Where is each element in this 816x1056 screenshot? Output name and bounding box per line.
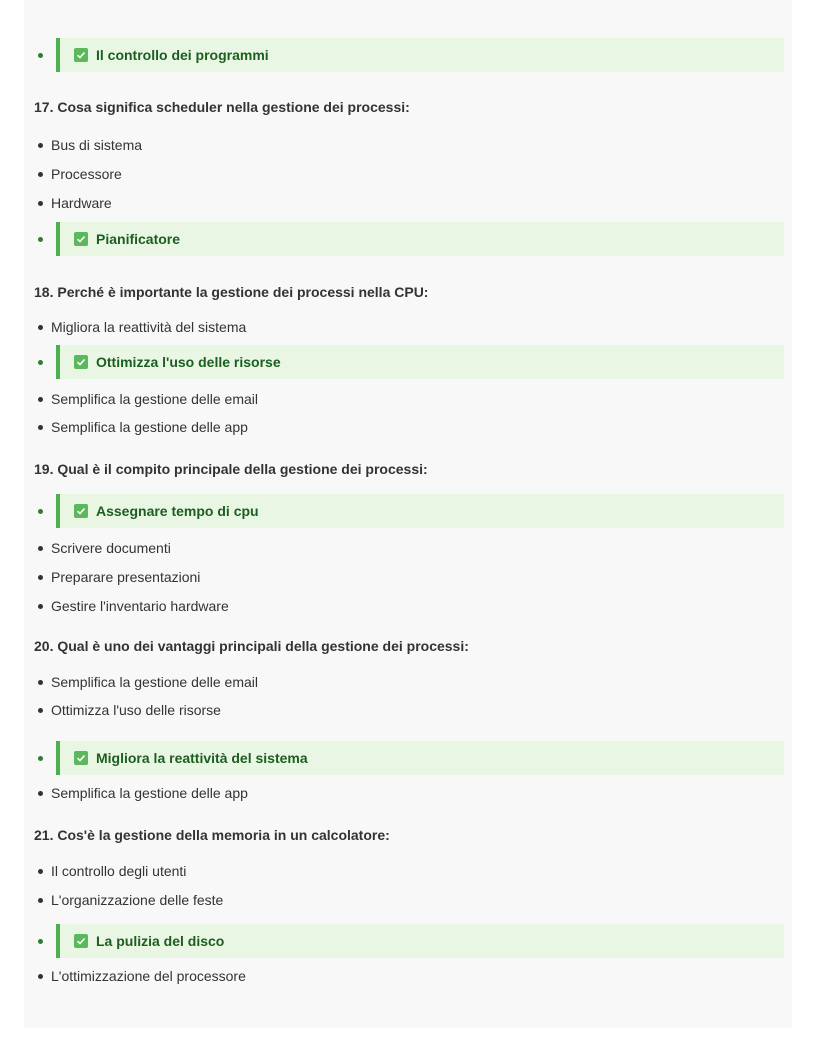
option-text: Gestire l'inventario hardware [51,598,229,614]
correct-option [34,38,784,72]
option-item [34,390,258,408]
correct-answer-text: Assegnare tempo di cpu [96,503,259,519]
question-title: 17. Cosa significa scheduler nella gestione dei processi: [34,99,410,115]
check-box-icon [74,355,88,369]
option-text: Migliora la reattività del sistema [51,319,247,335]
option-text: Preparare presentazioni [51,569,201,585]
option-text: L'ottimizzazione del processore [51,968,246,984]
option-item [34,136,142,154]
bullet-dot [38,360,43,365]
bullet-dot [38,172,43,177]
bullet-dot [38,898,43,903]
bullet-dot [38,791,43,796]
correct-answer-box [56,222,784,256]
option-item [34,597,229,615]
question-title: 21. Cos'è la gestione della memoria in un calcolatore: [34,827,390,843]
correct-answer-box [56,494,784,528]
option-item [34,418,248,436]
correct-answer-box [56,741,784,775]
option-text: Semplifica la gestione delle email [51,391,258,407]
check-box-icon [74,48,88,62]
correct-answer-text: La pulizia del disco [96,933,225,949]
option-text: Semplifica la gestione delle app [51,419,248,435]
question-title: 18. Perché è importante la gestione dei processi nella CPU: [34,284,429,300]
option-item [34,891,223,909]
correct-option [34,222,784,256]
option-item [34,194,112,212]
question-title: 20. Qual è uno dei vantaggi principali della gestione dei processi: [34,638,469,654]
bullet-dot [38,509,43,514]
option-text: Semplifica la gestione delle app [51,785,248,801]
check-box-icon [74,934,88,948]
option-text: Scrivere documenti [51,540,171,556]
option-text: L'organizzazione delle feste [51,892,224,908]
correct-option [34,345,784,379]
bullet-dot [38,575,43,580]
correct-option [34,494,784,528]
check-box-icon [74,504,88,518]
option-item [34,673,258,691]
check-box-icon [74,751,88,765]
bullet-dot [38,680,43,685]
option-text: Ottimizza l'uso delle risorse [51,702,221,718]
correct-answer-text: Il controllo dei programmi [96,47,269,63]
bullet-dot [38,397,43,402]
correct-answer-text: Migliora la reattività del sistema [96,750,308,766]
option-item [34,967,246,985]
correct-answer-box [56,38,784,72]
option-text: Semplifica la gestione delle email [51,674,258,690]
option-item [34,784,248,802]
option-item [34,701,221,719]
option-item [34,568,200,586]
option-text: Il controllo degli utenti [51,863,187,879]
option-item [34,862,186,880]
option-text: Hardware [51,195,112,211]
question-title: 19. Qual è il compito principale della gestione dei processi: [34,461,428,477]
correct-answer-text: Pianificatore [96,231,181,247]
check-box-icon [74,232,88,246]
bullet-dot [38,939,43,944]
option-item [34,318,246,336]
option-text: Processore [51,166,122,182]
bullet-dot [38,325,43,330]
bullet-dot [38,425,43,430]
option-item [34,165,122,183]
correct-answer-box [56,345,784,379]
bullet-dot [38,237,43,242]
bullet-dot [38,53,43,58]
bullet-dot [38,756,43,761]
bullet-dot [38,974,43,979]
correct-option [34,741,784,775]
bullet-dot [38,708,43,713]
bullet-dot [38,869,43,874]
correct-answer-box [56,924,784,958]
option-text: Bus di sistema [51,137,143,153]
bullet-dot [38,201,43,206]
bullet-dot [38,546,43,551]
correct-answer-text: Ottimizza l'uso delle risorse [96,354,281,370]
bullet-dot [38,143,43,148]
option-item [34,539,171,557]
correct-option [34,924,784,958]
bullet-dot [38,604,43,609]
